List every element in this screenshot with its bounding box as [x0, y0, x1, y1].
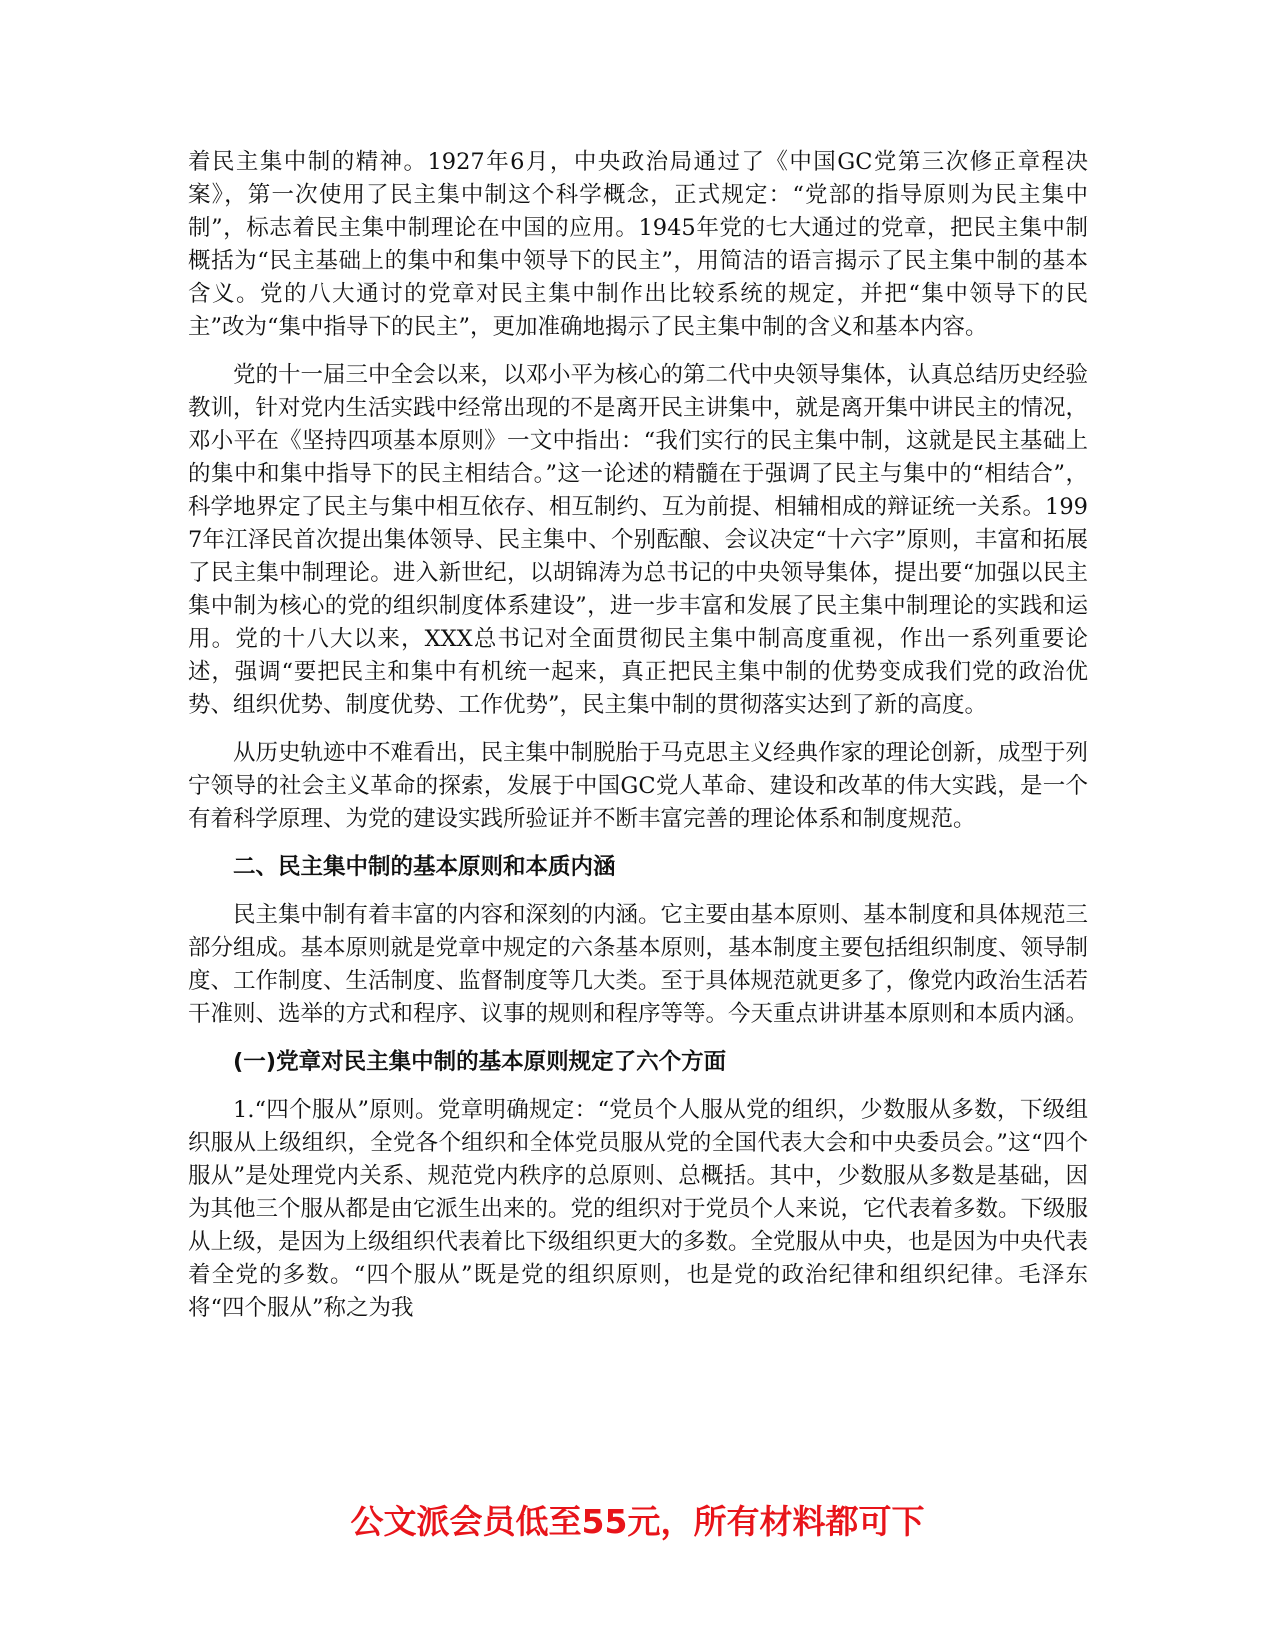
document-body — [188, 146, 1088, 1340]
paragraph-1: 着民主集中制的精神。1927年6月，中央政治局通过了《中国GC党第三次修正章程决案》，第一次使用了民主集中制这个科学概念，正式规定：“党部的指导原则为民主集中制”，标志着民主集中制理论在中国的应用。1945年党的七大通过的党章，把民主集中制概括为“民主基础上的集中和集中领导下的民主”，用简洁的语言揭示了民主集中制的基本含义。党的八大通讨的党章对民主集中制作出比较系统的规定，并把“集中领导下的民主”改为“集中指导下的民主”，更加准确地揭示了民主集中制的含义和基本内容。 — [188, 149, 1088, 340]
paragraph-5: 1.“四个服从”原则。党章明确规定：“党员个人服从党的组织，少数服从多数，下级组织服从上级组织，全党各个组织和全体党员服从党的全国代表大会和中央委员会。”这“四个服从”是处理党内关系、规范党内秩序的总原则、总概括。其中，少数服从多数是基础，因为其他三个服从都是由它派生出来的。党的组织对于党员个人来说，它代表着多数。下级服从上级，是因为上级组织代表着比下级组织更大的多数。全党服从中央，也是因为中央代表着全党的多数。“四个服从”既是党的组织原则，也是党的政治纪律和组织纪律。毛泽东将“四个服从”称之为我 — [188, 1097, 1089, 1321]
paragraph-2: 党的十一届三中全会以来，以邓小平为核心的第二代中央领导集体，认真总结历史经验教训，针对党内生活实践中经常出现的不是离开民主讲集中，就是离开集中讲民主的情况，邓小平在《坚持四项基本原则》一文中指出：“我们实行的民主集中制，这就是民主基础上的集中和集中指导下的民主相结合。”这一论述的精髓在于强调了民主与集中的“相结合”，科学地界定了民主与集中相互依存、相互制约、互为前提、相辅相成的辩证统一关系。1997年江泽民首次提出集体领导、民主集中、个别酝酿、会议决定“十六字”原则，丰富和拓展了民主集中制理论。进入新世纪，以胡锦涛为总书记的中央领导集体，提出要“加强以民主集中制为核心的党的组织制度体系建设”，进一步丰富和发展了民主集中制理论的实践和运用。党的十八大以来，XXX总书记对全面贯彻民主集中制高度重视，作出一系列重要论述，强调“要把民主和集中有机统一起来，真正把民主集中制的优势变成我们党的政治优势、组织优势、制度优势、工作优势”，民主集中制的贯彻落实达到了新的高度。 — [188, 362, 1089, 718]
promo-banner: 公文派会员低至55元，所有材料都可下 — [350, 1502, 925, 1541]
section-heading: 二、民主集中制的基本原则和本质内涵 — [233, 854, 616, 880]
paragraph-4: 民主集中制有着丰富的内容和深刻的内涵。它主要由基本原则、基本制度和具体规范三部分组成。基本原则就是党章中规定的六条基本原则，基本制度主要包括组织制度、领导制度、工作制度、生活制度、监督制度等几大类。至于具体规范就更多了，像党内政治生活若干准则、选举的方式和程序、议事的规则和程序等等。今天重点讲讲基本原则和本质内涵。 — [188, 902, 1089, 1027]
paragraph-3: 从历史轨迹中不难看出，民主集中制脱胎于马克思主义经典作家的理论创新，成型于列宁领导的社会主义革命的探索，发展于中国GC党人革命、建设和改革的伟大实践，是一个有着科学原理、为党的建设实践所验证并不断丰富完善的理论体系和制度规范。 — [188, 740, 1089, 832]
subsection-heading: (一)党章对民主集中制的基本原则规定了六个方面 — [233, 1049, 727, 1075]
